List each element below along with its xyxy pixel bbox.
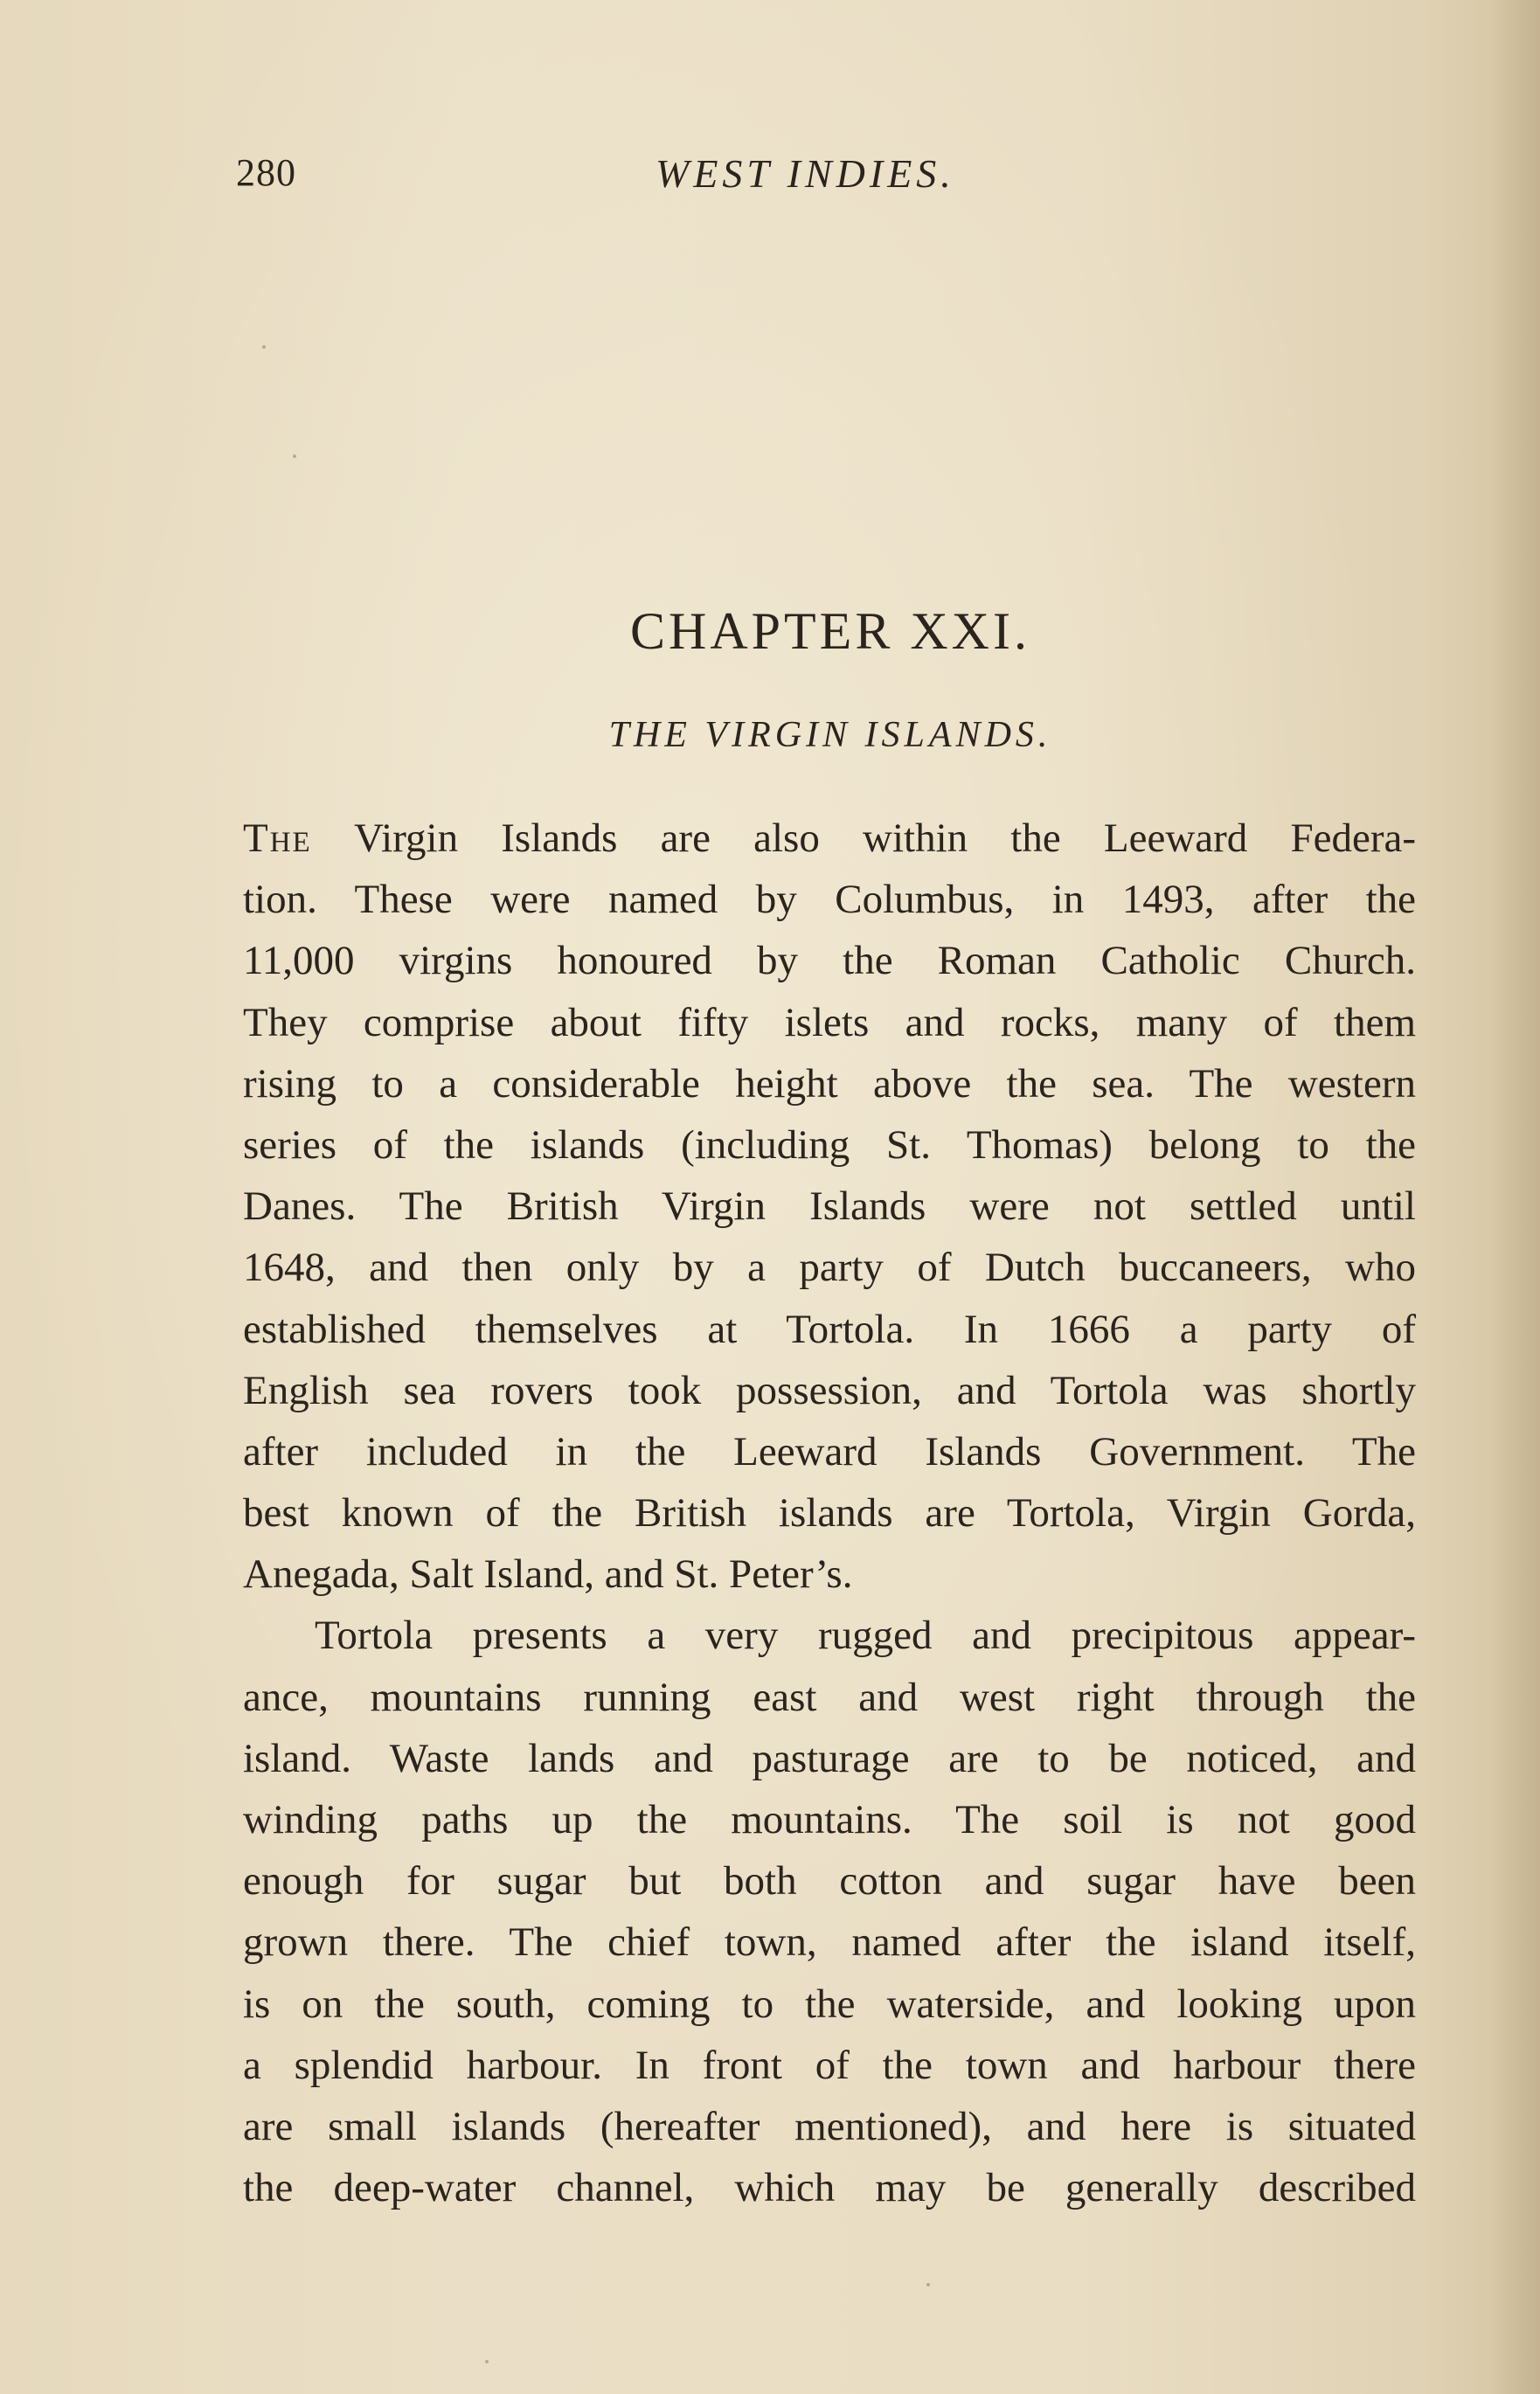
text-line: Anegada, Salt Island, and St. Peter’s. (243, 1551, 853, 1598)
text-line: Danes. The British Virgin Islands were not settled until (243, 1183, 1416, 1230)
running-head (236, 150, 1425, 203)
chapter-heading: CHAPTER XXI. (629, 602, 1030, 660)
paragraph-2 (243, 1605, 1416, 2218)
text-line: the deep-water channel, which may be generally described (243, 2165, 1416, 2211)
text-line (243, 808, 1416, 869)
running-title: WEST INDIES. (656, 151, 955, 196)
text-line: are small islands (hereafter mentioned), and here is situated (243, 2103, 1416, 2149)
text-line: is on the south, coming to the waterside, and looking upon (243, 1981, 1416, 2027)
page-number: 280 (236, 151, 296, 194)
text-line: a splendid harbour. In front of the town and harbour there (243, 2042, 1416, 2088)
text-line: best known of the British islands are Tortola, Virgin Gorda, (243, 1490, 1416, 1537)
text-line: enough for sugar but both cotton and sugar have been (243, 1858, 1416, 1905)
paper-speck (485, 2360, 489, 2363)
text-line: after included in the Leeward Islands Government. The (243, 1428, 1416, 1475)
text-line: tion. These were named by Columbus, in 1493, after the (243, 877, 1416, 923)
page-edge-shadow (1488, 0, 1540, 2394)
paper-speck (293, 455, 296, 458)
text-line: They comprise about fifty islets and rocks, many of them (243, 999, 1416, 1045)
text-line: rising to a considerable height above the sea. The western (243, 1060, 1416, 1107)
text-line: ance, mountains running east and west right through the (243, 1674, 1416, 1720)
text-line: 11,000 virgins honoured by the Roman Catholic Church. (243, 938, 1416, 984)
paper-speck (926, 2283, 930, 2286)
paragraph-1 (243, 808, 1416, 1605)
text-line: grown there. The chief town, named after the island itself, (243, 1919, 1416, 1966)
text-line: island. Waste lands and pasturage are to be noticed, and (243, 1735, 1416, 1781)
text-line: series of the islands (including St. Thomas) belong to the (243, 1121, 1416, 1168)
body-text (243, 808, 1416, 2218)
text-line: 1648, and then only by a party of Dutch buccaneers, who (243, 1245, 1416, 1291)
paper-speck (262, 345, 266, 349)
chapter-subtitle: THE VIRGIN ISLANDS. (608, 715, 1052, 755)
lead-word: The (243, 815, 312, 861)
text-line: winding paths up the mountains. The soil is not good (243, 1797, 1416, 1842)
text-line: English sea rovers took possession, and Tortola was shortly (243, 1367, 1416, 1413)
text-line: established themselves at Tortola. In 1666 a party of (243, 1306, 1416, 1352)
line-text: Virgin Islands are also within the Leeward Federa- (311, 815, 1416, 861)
text-line: Tortola presents a very rugged and precipitous appear- (315, 1613, 1416, 1659)
